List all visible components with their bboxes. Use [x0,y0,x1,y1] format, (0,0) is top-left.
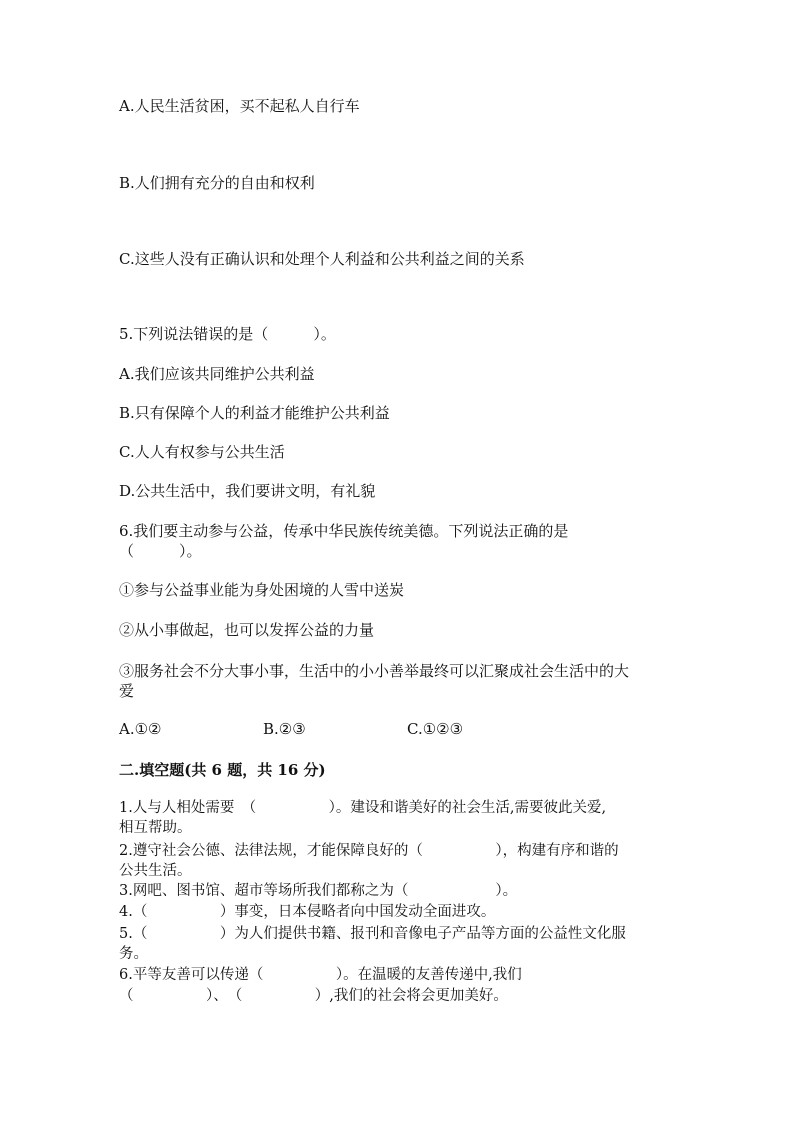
fill-1-line-1: 1.人与人相处需要 （ ）。建设和谐美好的社会生活,需要彼此关爱, [119,800,607,816]
fill-3: 3.网吧、图书馆、超市等场所我们都称之为（ ）。 [119,883,518,899]
fill-2-line-1: 2.遵守社会公德、法律法规，才能保障良好的（ ），构建有序和谐的 [119,843,619,859]
q6-options [119,719,463,739]
q6-statement-3-line-1: ③服务社会不分大事小事，生活中的小小善举最终可以汇聚成社会生活中的大 [119,662,630,680]
q5-option-c: C.人人有权参与公共生活 [119,443,285,461]
q5-option-a: A.我们应该共同维护公共利益 [119,365,315,383]
fill-1-line-2: 相互帮助。 [119,820,192,836]
fill-6-line-2: （ ）、 （ ）,我们的社会将会更加美好。 [119,988,508,1004]
q4-option-b: B.人们拥有充分的自由和权利 [119,174,315,192]
q5-option-d: D.公共生活中，我们要讲文明，有礼貌 [119,482,376,500]
q4-option-a: A.人民生活贫困，买不起私人自行车 [119,97,360,115]
q6-option-c: C.①②③ [407,720,464,738]
fill-5-line-1: 5.（ ）为人们提供书籍、报刊和音像电子产品等方面的公益性文化服 [119,926,626,942]
fill-4: 4.（ ）事变，日本侵略者向中国发动全面进攻。 [119,904,496,920]
fill-6-line-1: 6.平等友善可以传递（ ）。在温暖的友善传递中,我们 [119,967,522,983]
q6-stem-line-2: （ ）。 [119,542,202,560]
q6-statement-2: ②从小事做起，也可以发挥公益的力量 [119,621,375,639]
q6-statement-3-line-2: 爱 [119,682,135,700]
q6-option-b: B.②③ [263,720,306,738]
section-2-title: 二.填空题(共 6 题，共 16 分) [119,761,326,779]
q6-stem-line-1: 6.我们要主动参与公益，传承中华民族传统美德。下列说法正确的是 [119,522,569,540]
q5-option-b: B.只有保障个人的利益才能维护公共利益 [119,404,390,422]
q5-stem: 5.下列说法错误的是（ ）。 [119,325,336,343]
q6-statement-1: ①参与公益事业能为身处困境的人雪中送炭 [119,581,405,599]
q6-option-a: A.①② [119,720,162,738]
fill-5-line-2: 务。 [119,946,148,962]
q4-option-c: C.这些人没有正确认识和处理个人利益和公共利益之间的关系 [119,250,525,268]
fill-2-line-2: 公共生活。 [119,863,192,879]
